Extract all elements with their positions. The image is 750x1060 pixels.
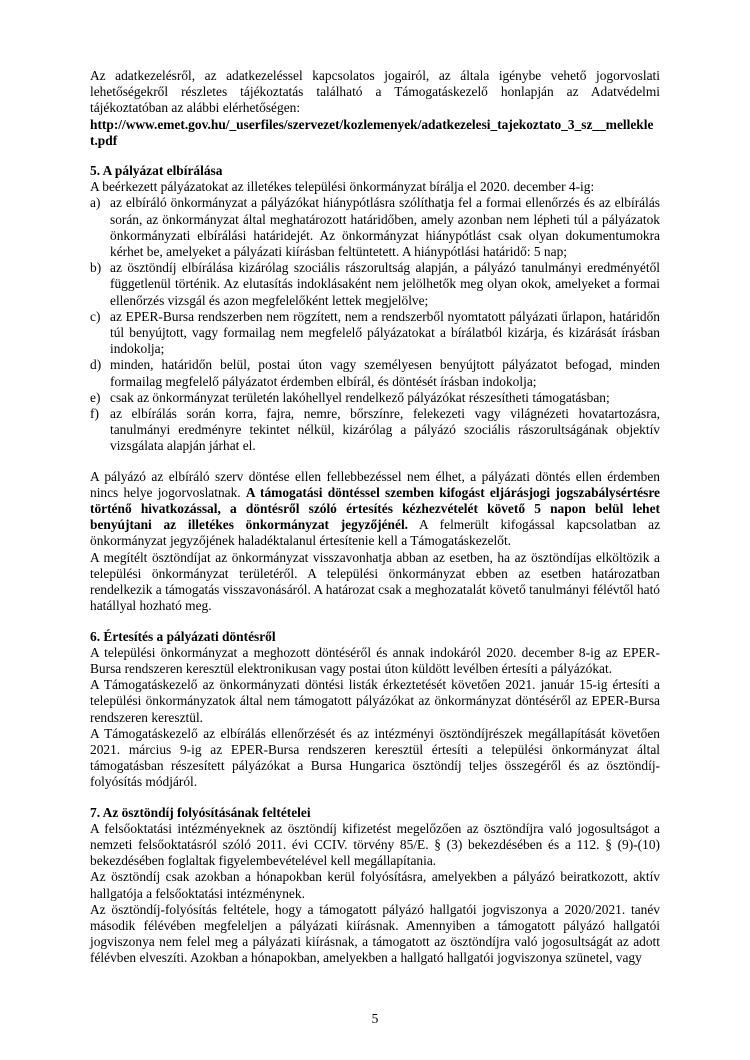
section-5-list (90, 195, 660, 454)
section-7-paragraph-3: Az ösztöndíj-folyósítás feltétele, hogy a támogatott pályázó hallgatói jogviszonya a 2020/2021. tanév második félévében megfeleljen a pályázati kiírásnak. Amennyiben a támogatott pályázó hallgatói jogviszonya nem felel meg a pályázati kiírásnak, a támogatott az ösztöndíjra való jogosultságát az adott félévben elveszíti. Azokban a hónapokban, amelyekben a hallgató hallgatói jogviszonya szünetel, vagy (90, 901, 660, 966)
list-item-text: minden, határidőn belül, postai úton vagy személyesen benyújtott pályázatot befogad, minden formailag megfelelő pályázatot érdemben elbírál, és döntését írásban indokolja; (110, 357, 660, 389)
section-5-heading: 5. A pályázat elbírálása (90, 163, 223, 179)
list-item (90, 260, 660, 309)
section-7-heading: 7. Az ösztöndíj folyósításának feltételei (90, 804, 311, 820)
intro-paragraph: Az adatkezelésről, az adatkezeléssel kapcsolatos jogairól, az általa igénybe vehető jogorvoslati lehetőségekről részletes tájékoztatás található a Támogatáskezelő honlapján az Adatvédelmi tájékoztatóban az alábbi elérhetőségen: (90, 68, 660, 116)
page-number: 5 (371, 1011, 379, 1026)
section-6-paragraph-3: A Támogatáskezelő az elbírálás ellenőrzését és az intézményi ösztöndíjrészek megállapítását követően 2021. március 9-ig az EPER-Bursa rendszeren keresztül értesíti a települési önkormányzat által támogatásban részesített pályázókat a Bursa Hungarica ösztöndíj teljes összegéről és az ösztöndíj-folyósítás módjáról. (90, 725, 660, 790)
section-7-paragraph-1: A felsőoktatási intézményeknek az ösztöndíj kifizetést megelőzően az ösztöndíjra való jogosultságot a nemzeti felsőoktatásról szóló 2011. évi CCIV. törvény 85/E. § (3) bekezdésében és a 112. § (9)-(10) bekezdésében foglaltak figyelembevételével kell megállapítania. (90, 820, 660, 869)
section-7-paragraph-2: Az ösztöndíj csak azokban a hónapokban kerül folyósításra, amelyekben a pályázó beiratkozott, aktív hallgatója a felsőoktatási intézménynek. (90, 869, 660, 901)
list-item-text: az EPER-Bursa rendszerben nem rögzített, nem a rendszerből nyomtatott pályázati űrlapon, határidőn túl benyújtott, vagy formailag nem megfelelő pályázatokat a bírálatból kizárja, és kizárását írásban indokolja; (110, 308, 660, 357)
list-marker: d) (90, 357, 102, 373)
document-page (90, 68, 660, 967)
list-item (90, 390, 660, 406)
list-item (90, 406, 660, 455)
list-marker: a) (90, 195, 101, 211)
appeal-bold-text: A támogatási döntéssel szemben kifogást eljárásjogi jogszabálysértésre történő hivatkozással, a döntésről szóló értesítés kézhezvételét követő 5 napon belül lehet benyújtani az illetékes önkormányzat jegyzőjénél. (90, 484, 660, 533)
list-marker: e) (90, 389, 101, 405)
list-item (90, 309, 660, 358)
privacy-policy-link[interactable]: http://www.emet.gov.hu/_userfiles/szervezet/kozlemenyek/adatkezelesi_tajekoztato_3_sz__melleklet.pdf (90, 116, 654, 148)
list-marker: c) (90, 308, 101, 324)
section-6-heading: 6. Értesítés a pályázati döntésről (90, 628, 276, 644)
revocation-paragraph: A megítélt ösztöndíjat az önkormányzat visszavonhatja abban az esetben, ha az ösztöndíjas elköltözik a települési önkormányzat területéről. A települési önkormányzat ebben az esetben határozatban rendelkezik a támogatás visszavonásáról. A határozat csak a meghozatalát követő tanulmányi félévtől ható hatállyal hozható meg. (90, 549, 661, 614)
list-item-text: az elbíráló önkormányzat a pályázókat hiánypótlásra szólíthatja fel a formai ellenőrzés és az elbírálás során, az önkormányzat által meghatározott határidőben, amely azonban nem lépheti túl a pályázatok önkormányzati elbírálási határidejét. Az önkormányzat hiánypótlást csak olyan dokumentumokra kérhet be, amelyeket a pályázati kiírásban feltüntetett. A hiánypótlási határidő: 5 nap; (110, 195, 660, 260)
list-marker: f) (90, 406, 99, 422)
section-5-intro: A beérkezett pályázatokat az illetékes települési önkormányzat bírálja el 2020. december 4-ig: (90, 179, 595, 195)
appeal-paragraph (90, 469, 660, 550)
list-item (90, 195, 660, 260)
section-6-paragraph-1: A települési önkormányzat a meghozott döntéséről és annak indokáról 2020. december 8-ig az EPER-Bursa rendszeren keresztül elektronikusan vagy postai úton küldött levélben értesíti a pályázókat. (90, 644, 660, 676)
appeal-followup-text: A felmerült kifogással kapcsolatban az önkormányzat jegyzőjének haladéktalanul értesítenie kell a Támogatáskezelőt. (90, 517, 661, 549)
list-item (90, 357, 660, 389)
list-marker: b) (90, 260, 102, 276)
list-item-text: az ösztöndíj elbírálása kizárólag szociális rászorultság alapján, a pályázó tanulmányi eredményétől függetlenül történik. Az elutasítás indoklásaként nem jelölhetők meg olyan okok, amelyeket a formai ellenőrzés vizsgál és azon megfelelőként lettek megjelölve; (110, 260, 660, 308)
list-item-text: csak az önkormányzat területén lakóhellyel rendelkező pályázókat részesítheti támogatásban; (110, 389, 610, 405)
section-6-paragraph-2: A Támogatáskezelő az önkormányzati döntési listák érkeztetését követően 2021. január 15-ig értesíti a települési önkormányzatok által nem támogatott pályázókat az önkormányzat döntéséről az EPER-Bursa rendszeren keresztül. (90, 677, 660, 725)
list-item-text: az elbírálás során korra, fajra, nemre, bőrszínre, felekezeti vagy világnézeti hovatartozásra, tanulmányi eredményre tekintet nélkül, kizárólag a pályázó szociális rászorultságának objektív vizsgálata alapján járhat el. (110, 406, 660, 454)
appeal-text: A pályázó az elbíráló szerv döntése ellen fellebbezéssel nem élhet, a pályázati döntés ellen érdemben nincs helye jogorvoslatnak. (90, 468, 660, 500)
